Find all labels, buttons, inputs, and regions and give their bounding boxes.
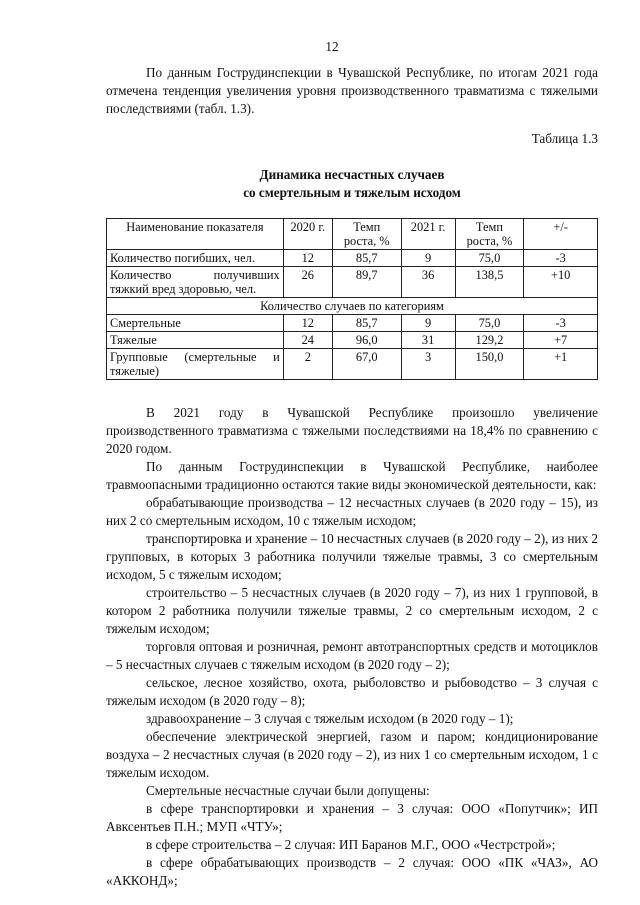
cell-name: Групповые (смертельные и тяжелые)	[107, 349, 284, 380]
cell-2021: 31	[401, 332, 455, 349]
cell-name: Количество получивших тяжкий вред здоровью, чел.	[107, 267, 284, 298]
list-item: в сфере обрабатывающих производств – 2 случая: ООО «ПК «ЧАЗ», АО «АККОНД»;	[106, 855, 598, 888]
cell-growth-2020: 89,7	[332, 267, 401, 298]
cell-diff: -3	[524, 315, 598, 332]
paragraph: В 2021 году в Чувашской Республике произошло увеличение производственного травматизма с тяжелыми последствиями на 18,4% по сравнению с 2020 годом.	[106, 405, 598, 456]
cell-diff: -3	[524, 250, 598, 267]
cell-2020: 12	[283, 250, 332, 267]
list-item: транспортировка и хранение – 10 несчастных случаев (в 2020 году – 2), из них 2 групповых, в которых 3 работника получили тяжелые травмы, 3 со смертельным исходом, 5 с тяжелым исходом;	[106, 531, 598, 582]
header-growth-2021: Темп роста, %	[455, 219, 524, 250]
table-row	[107, 250, 598, 267]
cell-name: Смертельные	[107, 315, 284, 332]
header-growth-2020: Темп роста, %	[332, 219, 401, 250]
cell-growth-2020: 96,0	[332, 332, 401, 349]
cell-growth-2021: 150,0	[455, 349, 524, 380]
table-title-line-1: Динамика несчастных случаев	[259, 167, 445, 182]
list-item: в сфере строительства – 2 случая: ИП Баранов М.Г., ООО «Честрстрой»;	[146, 837, 556, 852]
list-item: в сфере транспортировки и хранения – 3 случая: ООО «Попутчик»; ИП Авксентьев П.Н.; МУП «ЧТУ»;	[106, 801, 598, 834]
cell-2021: 36	[401, 267, 455, 298]
cell-name: Тяжелые	[107, 332, 284, 349]
table-title	[106, 166, 598, 202]
cell-2021: 9	[401, 315, 455, 332]
cell-2021: 3	[401, 349, 455, 380]
list-item: обеспечение электрической энергией, газом и паром; кондиционирование воздуха – 2 несчастных случая (в 2020 году – 2), из них 1 со смертельным исходом, 1 с тяжелым исходом.	[106, 729, 598, 780]
header-diff: +/-	[524, 219, 598, 250]
table-header-row	[107, 219, 598, 250]
cell-growth-2021: 138,5	[455, 267, 524, 298]
cell-2021: 9	[401, 250, 455, 267]
cell-growth-2020: 67,0	[332, 349, 401, 380]
cell-diff: +7	[524, 332, 598, 349]
section-label: Количество случаев по категориям	[107, 298, 598, 315]
cell-growth-2021: 129,2	[455, 332, 524, 349]
cell-2020: 26	[283, 267, 332, 298]
cell-diff: +1	[524, 349, 598, 380]
cell-growth-2020: 85,7	[332, 250, 401, 267]
table-row	[107, 349, 598, 380]
header-indicator: Наименование показателя	[107, 219, 284, 250]
accident-table	[106, 218, 598, 380]
cell-growth-2021: 75,0	[455, 250, 524, 267]
table-caption: Таблица 1.3	[531, 131, 598, 146]
cell-name: Количество погибших, чел.	[107, 250, 284, 267]
cell-growth-2021: 75,0	[455, 315, 524, 332]
cell-diff: +10	[524, 267, 598, 298]
intro-paragraph: По данным Гострудинспекции в Чувашской Республике, по итогам 2021 года отмечена тенденция увеличения уровня производственного травматизма с тяжелыми последствиями (табл. 1.3).	[106, 65, 598, 116]
list-item: обрабатывающие производства – 12 несчастных случаев (в 2020 году – 15), из них 2 со смертельным исходом, 10 с тяжелым исходом;	[106, 495, 598, 528]
table-section-row	[107, 298, 598, 315]
header-2020: 2020 г.	[283, 219, 332, 250]
list-item: сельское, лесное хозяйство, охота, рыболовство и рыбоводство – 3 случая с тяжелым исходом (в 2020 году – 8);	[106, 675, 598, 708]
table-row	[107, 332, 598, 349]
table-title-line-2: со смертельным и тяжелым исходом	[243, 185, 461, 200]
list-item: здравоохранение – 3 случая с тяжелым исходом (в 2020 году – 1);	[146, 711, 514, 726]
header-2021: 2021 г.	[401, 219, 455, 250]
cell-growth-2020: 85,7	[332, 315, 401, 332]
list-item: торговля оптовая и розничная, ремонт автотранспортных средств и мотоциклов – 5 несчастных случаев с тяжелым исходом (в 2020 году – 2);	[106, 639, 598, 672]
cell-2020: 2	[283, 349, 332, 380]
table-row	[107, 315, 598, 332]
cell-2020: 24	[283, 332, 332, 349]
body-text	[106, 404, 598, 890]
page-number: 12	[325, 39, 339, 54]
paragraph: По данным Гострудинспекции в Чувашской Республике, наиболее травмоопасными традиционно остаются такие виды экономической деятельности, как:	[106, 459, 598, 492]
list-item: строительство – 5 несчастных случаев (в 2020 году – 7), из них 1 групповой, в котором 2 работника получили тяжелые травмы, 2 со смертельным исходом, 2 с тяжелым исходом;	[106, 585, 598, 636]
table-row	[107, 267, 598, 298]
paragraph: Смертельные несчастные случаи были допущены:	[146, 783, 430, 798]
cell-2020: 12	[283, 315, 332, 332]
